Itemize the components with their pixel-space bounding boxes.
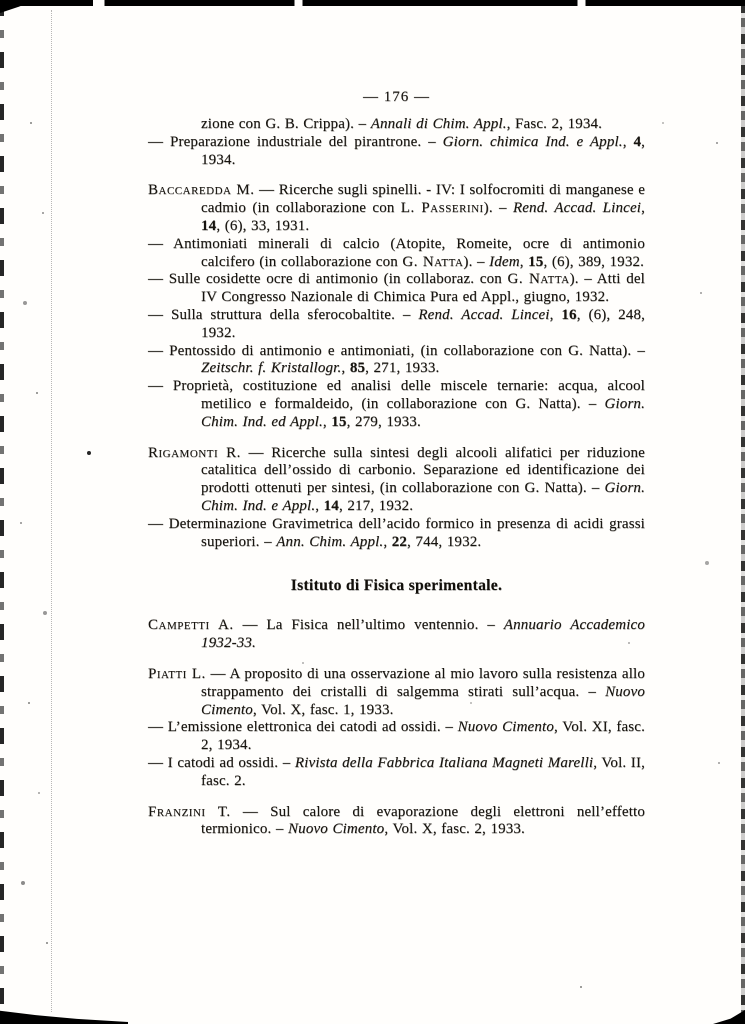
text-run: Campetti A.: [148, 617, 234, 634]
bibliography-entry: [148, 271, 645, 307]
text-run: Rivista della Fabbrica Italiana Magneti Marelli: [294, 754, 594, 771]
text-run: Rend. Accad. Lincei: [418, 306, 550, 323]
scan-edge-left: [0, 0, 4, 1024]
text-run: , 279, 1933.: [346, 413, 421, 430]
text-run: 15: [331, 413, 347, 430]
text-run: ). –: [463, 253, 490, 270]
entry-group: [148, 804, 645, 840]
bibliography-entry: [148, 182, 645, 235]
scan-noise-speckles: [0, 0, 2, 2]
text-run: L. Passerini: [400, 200, 484, 217]
bibliography-entry: [148, 236, 645, 272]
bibliography-entry: [148, 134, 645, 170]
text-run: 16: [561, 306, 577, 323]
bibliography-entry: [148, 445, 645, 516]
text-run: ,: [641, 200, 645, 217]
text-run: — Sulle cosidette ocre di antimonio (in collaboraz. con: [148, 271, 508, 288]
text-run: ,: [315, 497, 324, 514]
text-run: 4: [633, 133, 642, 150]
text-run: — Sul calore di evaporazione degli elettroni nell’effetto termionico. –: [201, 803, 645, 838]
text-run: , Vol. X, fasc. 1, 1933.: [252, 701, 394, 718]
text-run: G. Natta: [507, 271, 570, 288]
text-run: Giorn. Chim. Ind. ed Appl.: [201, 395, 645, 430]
text-run: Giorn. Chim. Ind. e Appl.: [201, 480, 645, 514]
text-run: Nuovo Cimento: [288, 821, 385, 838]
text-run: — Determinazione Gravimetrica dell’acido formico in presenza di acidi grassi superiori. –: [148, 515, 645, 550]
bibliography-entry: [148, 378, 645, 431]
text-run: ). – Atti del IV Congresso Nazionale di Chimica Pura ed Appl., giugno, 1932.: [201, 271, 646, 306]
text-run: ,: [322, 413, 332, 430]
entry-group: [148, 445, 645, 552]
text-run: Piatti L.: [148, 665, 206, 682]
scan-corner-top-left: [0, 0, 36, 13]
text-run: ,: [622, 133, 634, 150]
text-run: 14: [323, 497, 339, 514]
bibliography-entry: [148, 116, 645, 134]
text-run: — Ricerche sugli spinelli. - IV: I solfocromiti di manganese e cadmio (in collaborazione con: [201, 182, 645, 217]
scan-edge-top: [0, 0, 745, 6]
bibliography-entry: [148, 343, 645, 379]
text-run: — Antimoniati minerali di calcio (Atopite, Romeite, ocre di antimonio calcifero (in collaborazione con: [148, 235, 645, 270]
text-run: Nuovo Cimento: [457, 719, 554, 736]
text-run: — L’emissione elettronica dei catodi ad ossidi. –: [148, 719, 458, 736]
text-run: ,: [383, 533, 392, 550]
text-run: , (6), 33, 1931.: [216, 217, 310, 234]
text-run: , Vol. XI, fasc. 2, 1934.: [201, 719, 646, 754]
text-run: Ann. Chim. Appl.: [276, 533, 384, 550]
text-run: G. Natta: [402, 253, 464, 270]
text-run: , (6), 248, 1932.: [201, 306, 645, 341]
scan-fold-line: [51, 10, 52, 1012]
text-run: — A proposito di una osservazione al mio lavoro sulla resistenza allo strappamento dei cristalli di salgemma stirati sull’acqua. –: [201, 665, 645, 700]
text-run: , 1934.: [201, 133, 645, 168]
bibliography-entry: [148, 666, 645, 719]
text-run: ,: [519, 253, 529, 270]
text-run: — Pentossido di antimonio e antimoniati, (in collaborazione con G. Natta). –: [148, 342, 645, 359]
text-run: Annuario Accademico 1932-33.: [201, 617, 646, 652]
text-run: , Vol. X, fasc. 2, 1933.: [384, 821, 525, 838]
text-run: Nuovo Cimento: [201, 683, 645, 718]
bibliography-entry: [148, 617, 645, 653]
section-heading: Istituto di Fisica sperimentale.: [290, 577, 503, 595]
bibliography-entry: [148, 307, 645, 343]
text-run: — I catodi ad ossidi. –: [148, 754, 295, 771]
text-run: 15: [528, 253, 544, 270]
entry-group: [148, 182, 645, 431]
text-run: Franzini T.: [148, 803, 231, 820]
text-run: 85: [349, 360, 366, 377]
bibliography-entry: [148, 719, 645, 755]
text-run: Baccaredda M.: [148, 182, 255, 199]
text-run: Rend. Accad. Lincei: [512, 200, 642, 217]
text-run: , 217, 1932.: [338, 497, 414, 514]
text-run: — Sulla struttura della sferocobaltite. –: [148, 306, 419, 323]
bibliography-entry: [148, 755, 645, 791]
bibliography-entry: [148, 516, 645, 552]
text-run: , 744, 1932.: [407, 533, 482, 550]
text-run: zione con G. B. Crippa). –: [201, 116, 371, 132]
text-run: — Preparazione industriale del pirantrone. –: [148, 133, 443, 150]
text-run: — Ricerche sulla sintesi degli alcooli alifatici per riduzione catalitica dell’ossido di carbonio. Separazione ed identificazione dei prodotti ottenuti per sintesi, (in collaborazione con G. Natta). –: [201, 444, 645, 497]
text-run: ,: [341, 360, 350, 377]
text-run: Annali di Chim. Appl.: [370, 116, 507, 132]
text-run: Idem: [489, 253, 520, 270]
entry-group: [148, 666, 645, 791]
text-run: , Fasc. 2, 1934.: [506, 116, 603, 132]
scan-edge-right: [741, 3, 745, 1024]
text-run: Giorn. chimica Ind. e Appl.: [442, 133, 623, 150]
text-run: , (6), 389, 1932.: [543, 253, 645, 270]
bibliography-entry: [148, 804, 645, 840]
text-run: — La Fisica nell’ultimo ventennio. –: [233, 617, 504, 634]
bibliography-content: [148, 116, 645, 839]
entry-group: [148, 116, 645, 169]
page-number: — 176 —: [363, 89, 430, 105]
scan-corner-bottom-left: [0, 1007, 128, 1024]
text-run: — Proprietà, costituzione ed analisi delle miscele ternarie: acqua, alcool metilico e formaldeido, (in collaborazione con G. Natta). –: [148, 378, 645, 412]
text-run: ). –: [483, 200, 513, 217]
text-run: Rigamonti R.: [148, 444, 241, 461]
text-run: , 271, 1933.: [365, 360, 440, 377]
text-run: 22: [391, 533, 408, 550]
text-run: ,: [549, 306, 562, 323]
entry-group: [148, 617, 645, 653]
text-run: , Vol. II, fasc. 2.: [201, 754, 645, 789]
text-run: Zeitschr. f. Kristallogr.: [201, 360, 342, 377]
text-run: 14: [201, 217, 217, 234]
